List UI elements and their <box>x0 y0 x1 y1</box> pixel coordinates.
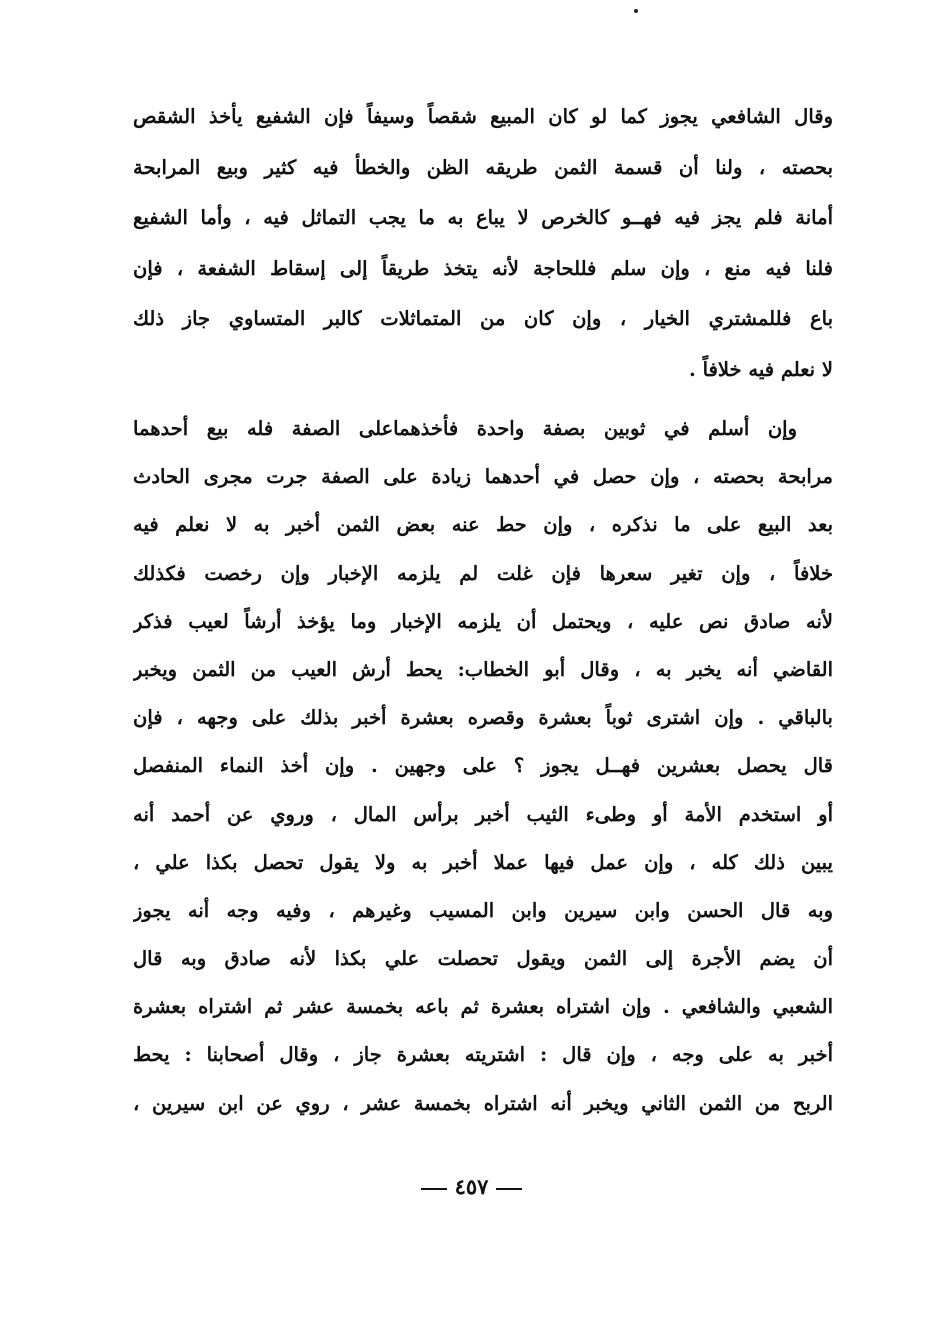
text-line: أن يضم الأجرة إلى الثمن ويقول تحصلت علي بكذا لأنه صادق وبه قال <box>133 947 833 971</box>
page-number <box>0 1174 943 1199</box>
text-line: وإن أسلم في ثوبين بصفة واحدة فأخذهماعلى الصفة فله بيع أحدهما <box>133 417 797 440</box>
text-line: يبين ذلك كله ، وإن عمل فيها عملا أخبر به ولا يقول تحصل بكذا علي ، <box>133 850 833 874</box>
page-number-text: ٤٥٧ <box>454 1174 489 1199</box>
text-line: الربح من الثمن الثاني ويخبر أنه اشتراه بخمسة عشر ، روي عن ابن سيرين ، <box>133 1091 833 1115</box>
text-line: لا نعلم فيه خلافاً . <box>689 357 833 381</box>
text-line: قال يحصل بعشرين فهــل يجوز ؟ على وجهين . وإن أخذ النماء المنفصل <box>133 754 833 778</box>
dash-right <box>421 1188 447 1190</box>
text-line: باع فللمشتري الخيار ، وإن كان من المتماثلات كالبر المتساوي جاز ذلك <box>133 307 833 330</box>
text-line: مرابحة بحصته ، وإن حصل في أحدهما زيادة على الصفة جرت مجرى الحادث <box>133 465 833 489</box>
ink-dot <box>634 9 638 13</box>
text-line: أمانة فلم يجز فيه فهــو كالخرص لا يباع به ما يجب التماثل فيه ، وأما الشفيع <box>133 206 833 229</box>
text-line: بحصته ، ولنا أن قسمة الثمن طريقه الظن والخطأ فيه كثير وبيع المرابحة <box>133 155 833 179</box>
text-line: أخبر به على وجه ، وإن قال : اشتريته بعشرة جاز ، وقال أصحابنا : يحط <box>133 1043 833 1067</box>
text-line: الشعبي والشافعي . وإن اشتراه بعشرة ثم باعه بخمسة عشر ثم اشتراه بعشرة <box>133 995 833 1019</box>
text-line: القاضي أنه يخبر به ، وقال أبو الخطاب: يحط أرش العيب من الثمن ويخبر <box>133 657 833 681</box>
paragraph-1 <box>133 92 833 395</box>
text-line: وقال الشافعي يجوز كما لو كان المبيع شقصاً وسيفاً فإن الشفيع يأخذ الشقص <box>133 105 833 128</box>
text-line: بالباقي . وإن اشترى ثوباً بعشرة وقصره بعشرة أخبر بذلك على وجهه ، فإن <box>133 706 833 730</box>
text-line: خلافاً ، وإن تغير سعرها فإن غلت لم يلزمه الإخبار وإن رخصت فكذلك <box>133 561 833 585</box>
text-line: بعد البيع على ما نذكره ، وإن حط عنه بعض الثمن أخبر به لا نعلم فيه <box>133 513 833 537</box>
text-line: لأنه صادق نص عليه ، ويحتمل أن يلزمه الإخبار وما يؤخذ أرشاً لعيب فذكر <box>133 609 833 633</box>
text-line: أو استخدم الأمة أو وطىء الثيب أخبر برأس المال ، وروي عن أحمد أنه <box>133 802 833 826</box>
paragraph-2 <box>133 405 833 1128</box>
text-line: فلنا فيه منع ، وإن سلم فللحاجة لأنه يتخذ طريقاً إلى إسقاط الشفعة ، فإن <box>133 256 833 280</box>
text-line: وبه قال الحسن وابن سيرين وابن المسيب وغيرهم ، وفيه وجه أنه يجوز <box>133 898 833 922</box>
dash-left <box>496 1188 522 1190</box>
